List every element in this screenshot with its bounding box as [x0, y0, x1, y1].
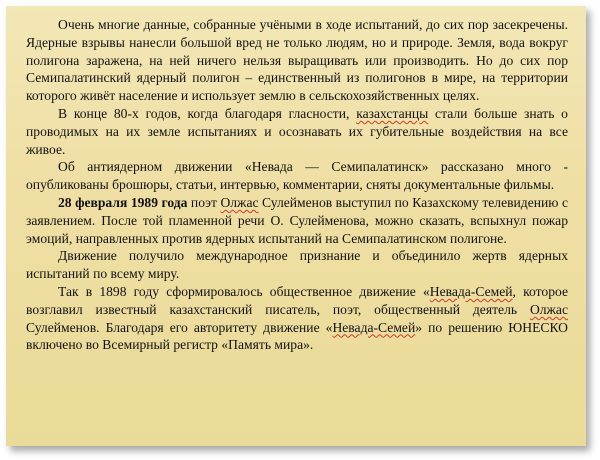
misspelled-word: казахстанцы	[356, 105, 429, 121]
text-segment: поэт	[187, 194, 221, 210]
text-segment: » по решению ЮНЕСКО включено во Всемирный регистр «Память мира».	[26, 319, 568, 353]
paragraph-2	[26, 105, 568, 158]
paragraph-5	[26, 247, 568, 283]
paragraph-6	[26, 283, 568, 354]
text-segment: , которое возглавил известный казахстанский писатель, поэт, общественный деятель	[26, 283, 568, 317]
slide	[6, 6, 586, 446]
misspelled-word: Невада-Семей	[429, 283, 513, 299]
misspelled-word: Олжас	[220, 194, 259, 210]
paragraph-1	[26, 16, 568, 105]
text-segment: Об антиядерном движении «Невада — Семипалатинск» рассказано много - опубликованы брошюры, статьи, интервью, комментарии, сняты документальные фильмы.	[26, 159, 568, 193]
text-segment: Так в 1898 году сформировалось общественное движение «	[58, 283, 430, 299]
text-segment: стали больше знать о проводимых на их земле испытаниях и осознавать их губительные воздействия на все живое.	[26, 105, 568, 157]
misspelled-word: Олжас	[529, 301, 568, 317]
text-segment: Сулейменов. Благодаря его авторитету движение «	[26, 319, 333, 335]
text-segment: Очень многие данные, собранные учёными в ходе испытаний, до сих пор засекречены. Ядерные взрывы нанесли большой вред не только людям, но и природе. Земля, вода вокруг полигона заражена, на ней ничего нельзя выращивать или производить. Но до сих пор Семипалатинский ядерный полигон – единственный из полигонов в мире, на территории которого живёт население и использует землю в сельскохозяйственных целях.	[26, 17, 568, 104]
text-segment: В конце 80-х годов, когда благодаря гласности,	[58, 105, 357, 121]
bold-date: 28 февраля 1989 года	[58, 194, 188, 210]
text-segment: Сулейменов выступил по Казахскому телевидению с заявлением. После той пламенной речи О. Сулейменова, можно сказать, вспыхнул пожар эмоций, направленных против ядерных испытаний на Семипалатинском полигоне.	[26, 194, 568, 246]
paragraph-3	[26, 158, 568, 194]
paragraph-4	[26, 194, 568, 247]
text-segment: Движение получило международное признание и объединило жертв ядерных испытаний по всему миру.	[26, 248, 568, 282]
misspelled-word: Невада-Семей	[332, 319, 416, 335]
